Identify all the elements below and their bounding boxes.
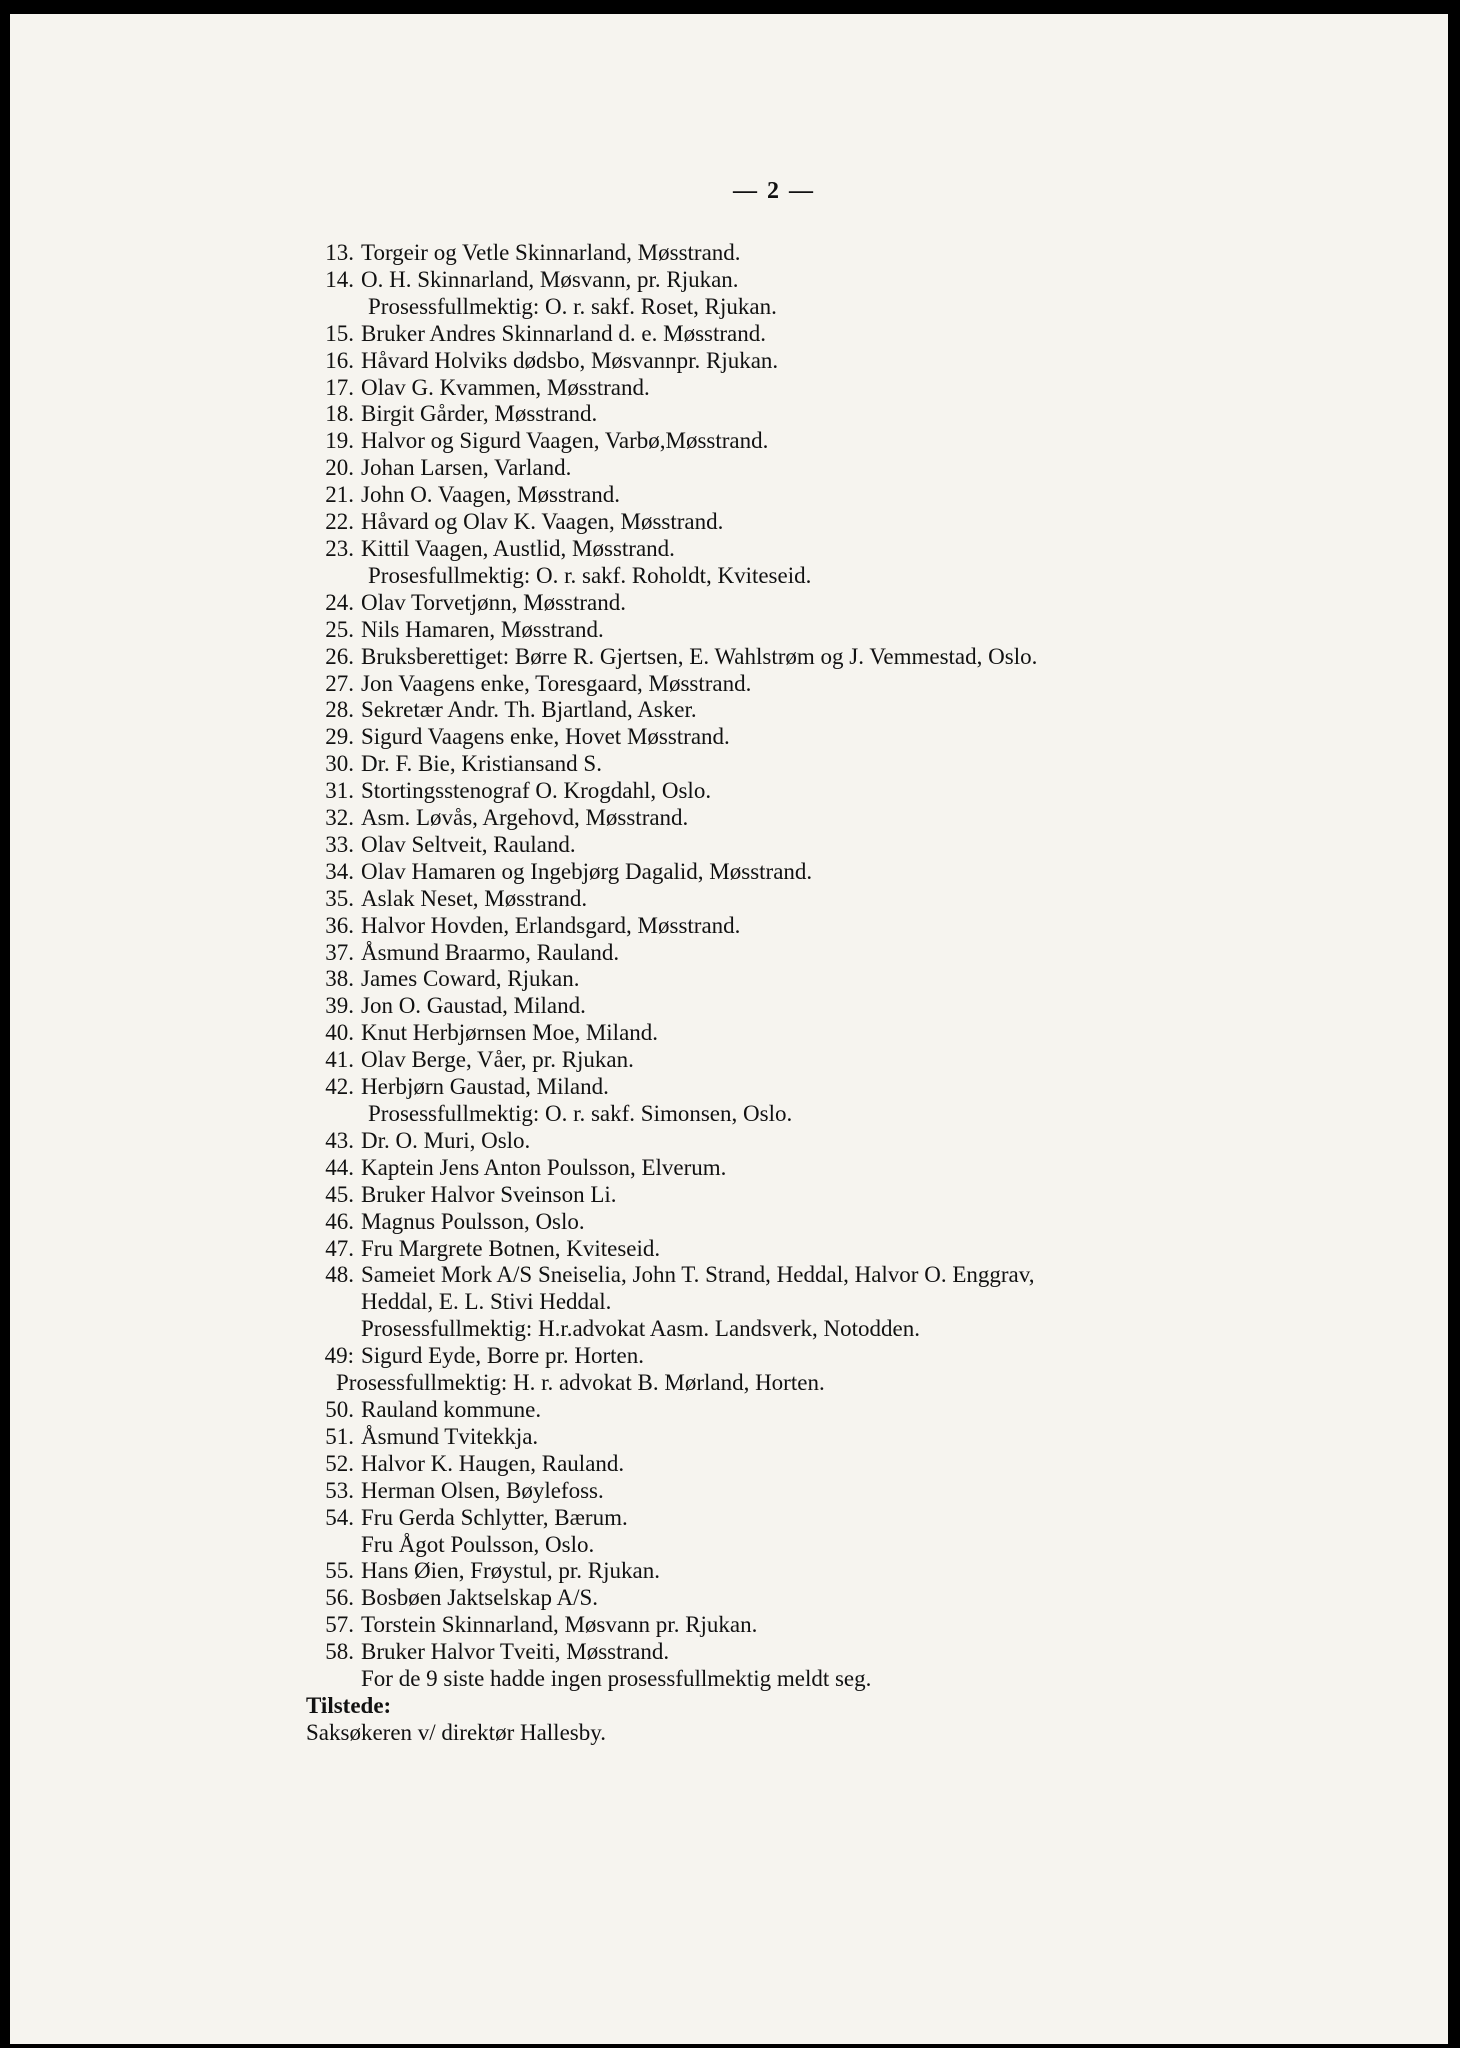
attorney-line: Prosessfullmektig: O. r. sakf. Simonsen, Oslo. [368, 1101, 793, 1126]
item-number: 35. [325, 885, 354, 911]
item-text: Halvor K. Haugen, Rauland. [361, 1450, 625, 1476]
item-text: Bruksberettiget: Børre R. Gjertsen, E. Wahlstrøm og J. Vemmestad, Oslo. [361, 643, 1038, 669]
item-text: Bruker Andres Skinnarland d. e. Møsstrand. [361, 320, 766, 346]
list-item [306, 940, 1406, 967]
item-number: 25. [325, 616, 354, 642]
item-number: 31. [325, 778, 354, 804]
item-text: John O. Vaagen, Møsstrand. [361, 482, 620, 508]
item-text: Torgeir og Vetle Skinnarland, Møsstrand. [361, 240, 741, 265]
list-item [306, 1639, 1406, 1666]
item-number: 52. [325, 1450, 354, 1476]
list-item [306, 455, 1406, 482]
item-number: 46. [325, 1208, 354, 1234]
item-number: 17. [325, 374, 354, 400]
attorney-line: Prosessfullmektig: O. r. sakf. Roset, Rjukan. [368, 293, 777, 319]
item-number: 14. [325, 266, 354, 292]
item-text: Dr. F. Bie, Kristiansand S. [361, 751, 602, 777]
item-number: 54. [325, 1504, 354, 1530]
list-item [306, 375, 1406, 402]
present-heading: Tilstede: [306, 1692, 392, 1718]
list-item [306, 267, 1406, 294]
list-item [306, 1478, 1406, 1505]
item-text: Kittil Vaagen, Austlid, Møsstrand. [361, 535, 675, 561]
item-text: Olav G. Kvammen, Møsstrand. [361, 374, 650, 400]
item-number: 37. [325, 939, 354, 965]
item-number: 56. [325, 1585, 354, 1611]
item-text: Sameiet Mork A/S Sneiselia, John T. Strand, Heddal, Halvor O. Enggrav, [361, 1262, 1035, 1288]
list-item [306, 348, 1406, 375]
item-text: Herman Olsen, Bøylefoss. [361, 1477, 604, 1503]
item-number: 43. [325, 1127, 354, 1153]
item-text: Åsmund Braarmo, Rauland. [361, 939, 620, 965]
list-item [306, 240, 1406, 267]
item-text: Birgit Gårder, Møsstrand. [361, 401, 598, 427]
list-item [306, 321, 1406, 348]
item-number: 42. [325, 1074, 354, 1100]
document-page [10, 14, 1448, 2044]
list-item [306, 832, 1406, 859]
item-number: 57. [325, 1612, 354, 1638]
item-number: 34. [325, 858, 354, 884]
item-number: 47. [325, 1235, 354, 1261]
list-item [306, 1424, 1406, 1451]
present-text: Saksøkeren v/ direktør Hallesby. [306, 1719, 606, 1745]
list-item [306, 428, 1406, 455]
item-text: Torstein Skinnarland, Møsvann pr. Rjukan. [361, 1612, 758, 1638]
item-number: 19. [325, 428, 354, 454]
item-number: 30. [325, 751, 354, 777]
item-number: 39. [325, 993, 354, 1019]
list-item [306, 1397, 1406, 1424]
list-item [306, 1047, 1406, 1074]
item-text: Bruker Halvor Sveinson Li. [361, 1181, 617, 1207]
item-text: Nils Hamaren, Møsstrand. [361, 616, 604, 642]
list-item [306, 590, 1406, 617]
item-number: 32. [325, 805, 354, 831]
item-number: 36. [325, 912, 354, 938]
list-item [306, 1262, 1406, 1289]
item-text: Håvard og Olav K. Vaagen, Møsstrand. [361, 509, 724, 535]
attorney-line: Prosessfullmektig: H. r. advokat B. Mørland, Horten. [336, 1370, 825, 1396]
list-item [306, 697, 1406, 724]
item-text: Jon O. Gaustad, Miland. [361, 993, 586, 1019]
list-item [306, 644, 1406, 671]
list-item [306, 671, 1406, 698]
list-item [306, 724, 1406, 751]
item-number: 51. [325, 1423, 354, 1449]
party-list [306, 240, 1406, 1747]
item-number: 38. [325, 966, 354, 992]
item-text: Åsmund Tvitekkja. [361, 1423, 539, 1449]
item-text: Olav Torvetjønn, Møsstrand. [361, 589, 626, 615]
list-item [306, 966, 1406, 993]
list-item [306, 886, 1406, 913]
item-text: Olav Hamaren og Ingebjørg Dagalid, Møsstrand. [361, 858, 813, 884]
item-text: Dr. O. Muri, Oslo. [361, 1127, 531, 1153]
page-number: — 2 — [733, 178, 815, 204]
item-text: Olav Seltveit, Rauland. [361, 831, 576, 857]
item-number: 20. [325, 455, 354, 481]
item-number: 13. [325, 240, 354, 265]
item-number: 40. [325, 1020, 354, 1046]
item-number: 18. [325, 401, 354, 427]
list-item [306, 913, 1406, 940]
list-item [306, 751, 1406, 778]
item-number: 16. [325, 347, 354, 373]
item-number: 24. [325, 589, 354, 615]
item-number: 53. [325, 1477, 354, 1503]
item-number: 28. [325, 697, 354, 723]
item-text: Herbjørn Gaustad, Miland. [361, 1074, 609, 1100]
item-text: Jon Vaagens enke, Toresgaard, Møsstrand. [361, 670, 752, 696]
list-item [306, 1074, 1406, 1101]
item-number: 48. [325, 1262, 354, 1288]
item-text: Bruker Halvor Tveiti, Møsstrand. [361, 1639, 670, 1665]
footnote: For de 9 siste hadde ingen prosessfullmektig meldt seg. [361, 1666, 872, 1692]
item-text: Hans Øien, Frøystul, pr. Rjukan. [361, 1558, 660, 1584]
list-item [306, 778, 1406, 805]
item-text: Kaptein Jens Anton Poulsson, Elverum. [361, 1154, 727, 1180]
item-number: 41. [325, 1047, 354, 1073]
item-number: 23. [325, 535, 354, 561]
list-item [306, 1155, 1406, 1182]
item-text: Asm. Løvås, Argehovd, Møsstrand. [361, 805, 689, 831]
item-number: 27. [325, 670, 354, 696]
attorney-line: Prosesfullmektig: O. r. sakf. Roholdt, Kviteseid. [368, 562, 812, 588]
item-text: Rauland kommune. [361, 1396, 542, 1422]
item-text: Johan Larsen, Varland. [361, 455, 572, 481]
list-item [306, 1236, 1406, 1263]
item-text: Sigurd Vaagens enke, Hovet Møsstrand. [361, 724, 730, 750]
item-text: Halvor Hovden, Erlandsgard, Møsstrand. [361, 912, 741, 938]
item-text: Fru Gerda Schlytter, Bærum. [361, 1504, 628, 1530]
list-item [306, 1612, 1406, 1639]
list-item [306, 805, 1406, 832]
item-text: James Coward, Rjukan. [361, 966, 580, 992]
list-item [306, 482, 1406, 509]
item-number: 26. [325, 643, 354, 669]
item-number: 44. [325, 1154, 354, 1180]
item-text: Sigurd Eyde, Borre pr. Horten. [361, 1343, 644, 1369]
list-item [306, 859, 1406, 886]
item-text: Knut Herbjørnsen Moe, Miland. [361, 1020, 659, 1046]
item-text: Fru Margrete Botnen, Kviteseid. [361, 1235, 661, 1261]
list-item [306, 401, 1406, 428]
list-item [306, 1585, 1406, 1612]
continuation-line: Fru Ågot Poulsson, Oslo. [361, 1531, 595, 1557]
item-text: Halvor og Sigurd Vaagen, Varbø,Møsstrand. [361, 428, 769, 454]
list-item [306, 1343, 1406, 1370]
list-item [306, 509, 1406, 536]
item-number: 22. [325, 509, 354, 535]
item-number: 55. [325, 1558, 354, 1584]
item-text: Magnus Poulsson, Oslo. [361, 1208, 585, 1234]
list-item [306, 993, 1406, 1020]
list-item [306, 1558, 1406, 1585]
list-item [306, 1128, 1406, 1155]
item-text: Bosbøen Jaktselskap A/S. [361, 1585, 599, 1611]
list-item [306, 1209, 1406, 1236]
item-number: 45. [325, 1181, 354, 1207]
list-item [306, 1451, 1406, 1478]
item-number: 29. [325, 724, 354, 750]
item-number: 50. [325, 1396, 354, 1422]
continuation-line: Heddal, E. L. Stivi Heddal. [361, 1289, 612, 1315]
attorney-line: Prosessfullmektig: H.r.advokat Aasm. Landsverk, Notodden. [361, 1316, 920, 1342]
item-number: 21. [325, 482, 354, 508]
item-text: Sekretær Andr. Th. Bjartland, Asker. [361, 697, 697, 723]
item-text: Olav Berge, Våer, pr. Rjukan. [361, 1047, 634, 1073]
list-item [306, 1182, 1406, 1209]
item-number: 58. [325, 1639, 354, 1665]
list-item [306, 1505, 1406, 1532]
item-number: 15. [325, 320, 354, 346]
list-item [306, 536, 1406, 563]
list-item [306, 1020, 1406, 1047]
item-text: Aslak Neset, Møsstrand. [361, 885, 588, 911]
item-text: Stortingsstenograf O. Krogdahl, Oslo. [361, 778, 712, 804]
list-item [306, 617, 1406, 644]
item-number: 49: [324, 1343, 354, 1369]
item-number: 33. [325, 831, 354, 857]
item-text: O. H. Skinnarland, Møsvann, pr. Rjukan. [361, 266, 739, 292]
item-text: Håvard Holviks dødsbo, Møsvannpr. Rjukan. [361, 347, 779, 373]
